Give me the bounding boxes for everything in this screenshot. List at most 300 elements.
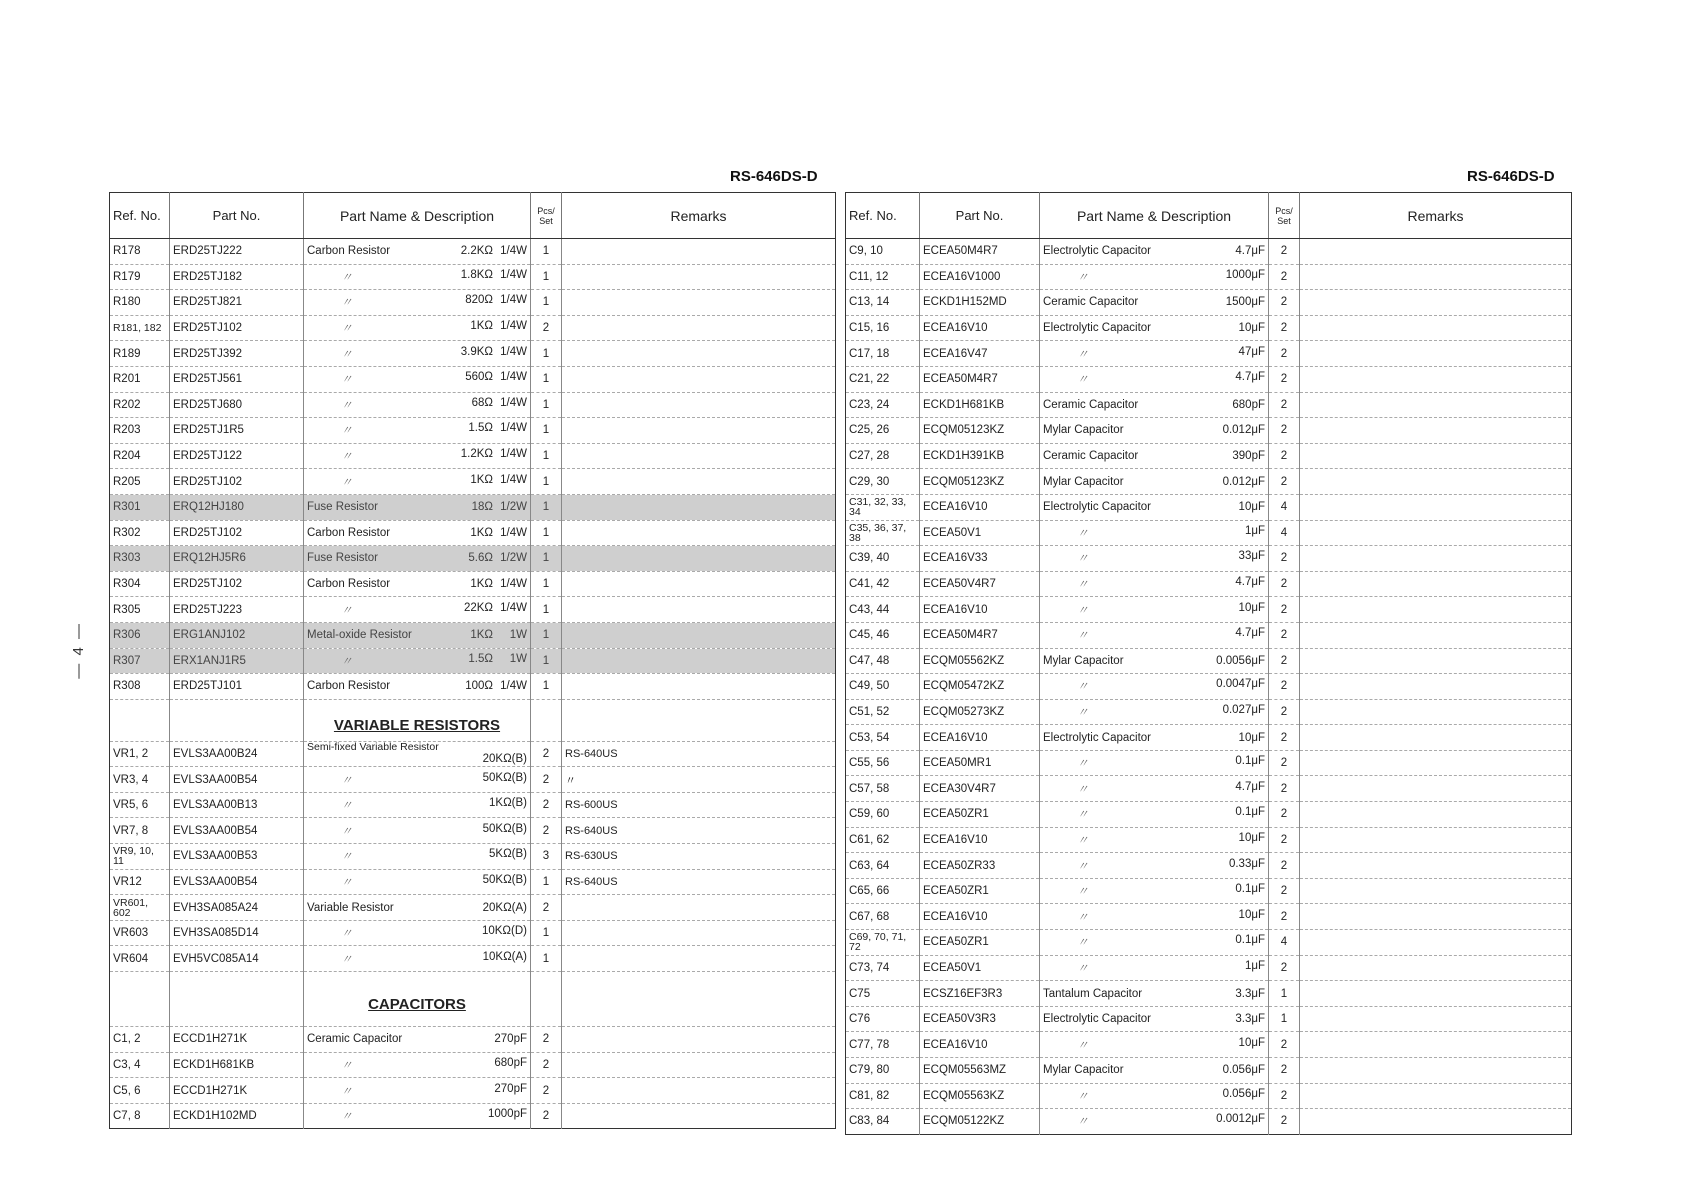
part-name: 〃: [341, 399, 353, 412]
ref-no: R302: [110, 520, 170, 546]
part-name: Electrolytic Capacitor: [1043, 501, 1152, 514]
pcs-per-set: 2: [531, 315, 562, 341]
remarks: [1300, 622, 1572, 648]
remarks: [1300, 443, 1572, 469]
part-no: ERD25TJ1R5: [170, 418, 304, 444]
part-description: [1040, 1083, 1269, 1109]
part-description: [304, 366, 531, 392]
part-no: ERD25TJ102: [170, 469, 304, 495]
part-no: ECEA16V10: [920, 725, 1040, 751]
pcs-per-set: 2: [1269, 827, 1300, 853]
part-name: 〃: [341, 1059, 353, 1072]
part-value: 10KΩ(A): [482, 950, 527, 963]
pcs-per-set: 2: [1269, 469, 1300, 495]
part-value: 1.5Ω: [468, 652, 493, 665]
ref-no: C55, 56: [846, 750, 920, 776]
pcs-per-set: 1: [531, 418, 562, 444]
pcs-per-set: 1: [531, 520, 562, 546]
part-description: [304, 239, 531, 265]
part-rating: 1/4W: [500, 320, 527, 333]
part-no: ERX1ANJ1R5: [170, 648, 304, 674]
pcs-per-set: 2: [1269, 264, 1300, 290]
remarks: [1300, 597, 1572, 623]
part-description: [304, 546, 531, 572]
part-value-group: [470, 320, 527, 332]
remarks: [562, 520, 836, 546]
part-description: [1040, 750, 1269, 776]
pcs-per-set: 1: [531, 239, 562, 265]
part-value: 10μF: [1238, 322, 1265, 335]
part-value: 1KΩ: [470, 473, 493, 486]
part-no: ECEA16V47: [920, 341, 1040, 367]
ref-no: C25, 26: [846, 418, 920, 444]
remarks: [562, 597, 836, 623]
ref-no: R307: [110, 648, 170, 674]
part-no: ERG1ANJ102: [170, 622, 304, 648]
ref-no: C27, 28: [846, 443, 920, 469]
part-row: [110, 674, 836, 700]
pcs-per-set: 2: [1269, 904, 1300, 930]
part-no: ECEA50V1: [920, 520, 1040, 546]
part-description: [304, 869, 531, 895]
part-name: 〃: [1077, 1039, 1089, 1052]
part-row: [110, 366, 836, 392]
remarks: [1300, 699, 1572, 725]
part-no: EVLS3AA00B13: [170, 792, 304, 818]
part-description: [1040, 981, 1269, 1007]
part-value-group: [1239, 501, 1265, 513]
empty-cell: [531, 699, 562, 741]
part-description: [304, 290, 531, 316]
part-rating: 1/4W: [500, 268, 527, 281]
part-value: 5.6Ω: [468, 552, 493, 565]
part-value-group: [489, 848, 527, 860]
part-value: 680pF: [1232, 398, 1265, 411]
part-name: Mylar Capacitor: [1043, 1064, 1124, 1077]
pcs-per-set: 2: [531, 1052, 562, 1078]
part-no: ECEA16V10: [920, 1032, 1040, 1058]
pcs-per-set: 2: [1269, 1058, 1300, 1084]
remarks: [1300, 725, 1572, 751]
remarks: [562, 622, 836, 648]
part-value-group: [465, 294, 527, 306]
part-name: 〃: [341, 953, 353, 966]
ref-no: R304: [110, 571, 170, 597]
pcs-per-set: 4: [1269, 494, 1300, 520]
part-value-group: [483, 753, 527, 765]
remarks: RS-600US: [562, 792, 836, 818]
part-value-group: [1229, 858, 1265, 870]
pcs-per-set: 2: [1269, 802, 1300, 828]
part-name: 〃: [1077, 1090, 1089, 1103]
part-description: [1040, 315, 1269, 341]
part-value: 4.7μF: [1235, 576, 1265, 589]
part-description: [304, 494, 531, 520]
ref-no: R303: [110, 546, 170, 572]
pcs-per-set: 1: [531, 443, 562, 469]
part-no: ERD25TJ223: [170, 597, 304, 623]
remarks: [1300, 341, 1572, 367]
ref-no: C5, 6: [110, 1078, 170, 1104]
part-value: 0.0012μF: [1216, 1113, 1265, 1126]
ref-no: C31, 32, 33, 34: [846, 494, 920, 520]
part-value: 10μF: [1238, 731, 1265, 744]
ref-no: C15, 16: [846, 315, 920, 341]
ref-no: C11, 12: [846, 264, 920, 290]
part-description: [304, 1027, 531, 1053]
part-no: ECQM05123KZ: [920, 418, 1040, 444]
pcs-per-set: 1: [531, 920, 562, 946]
part-description: [1040, 930, 1269, 956]
ref-no: C79, 80: [846, 1058, 920, 1084]
remarks: [562, 648, 836, 674]
part-value-group: [1239, 1037, 1265, 1049]
part-name: 〃: [341, 800, 353, 813]
part-value-group: [1235, 781, 1265, 793]
part-name: 〃: [341, 323, 353, 336]
part-value-group: [1235, 245, 1265, 257]
part-name: Ceramic Capacitor: [1043, 296, 1139, 309]
part-row: [846, 341, 1572, 367]
part-no: ECEA50M4R7: [920, 239, 1040, 265]
ref-no: C76: [846, 1006, 920, 1032]
part-no: EVH3SA085D14: [170, 920, 304, 946]
pcs-per-set: 2: [1269, 571, 1300, 597]
ref-no: R301: [110, 494, 170, 520]
ref-no: R203: [110, 418, 170, 444]
part-value: 270pF: [494, 1082, 527, 1095]
part-no: ERD25TJ102: [170, 571, 304, 597]
empty-cell: [562, 699, 836, 741]
pcs-per-set: 2: [1269, 750, 1300, 776]
part-rating: 1/4W: [500, 396, 527, 409]
part-no: ERQ12HJ180: [170, 494, 304, 520]
part-value: 0.1μF: [1235, 883, 1265, 896]
part-value: 4.7μF: [1235, 780, 1265, 793]
part-no: ECEA50M4R7: [920, 366, 1040, 392]
pcs-per-set: 2: [1269, 546, 1300, 572]
pcs-per-set: 2: [531, 1103, 562, 1129]
pcs-per-set: 2: [1269, 366, 1300, 392]
part-description: [1040, 239, 1269, 265]
part-value-group: [461, 448, 527, 460]
part-value: 1.2KΩ: [460, 448, 493, 461]
part-row: [846, 930, 1572, 956]
part-value-group: [470, 474, 527, 486]
part-row: [846, 1058, 1572, 1084]
part-value: 10KΩ(D): [481, 925, 527, 938]
part-description: [1040, 776, 1269, 802]
part-row: [846, 443, 1572, 469]
remarks: [1300, 981, 1572, 1007]
part-no: ECQM05122KZ: [920, 1109, 1040, 1135]
part-name: Carbon Resistor: [307, 245, 391, 258]
remarks: [562, 494, 836, 520]
part-value-group: [1239, 322, 1265, 334]
part-row: [110, 648, 836, 674]
part-name: 〃: [1077, 374, 1089, 387]
part-value: 10μF: [1238, 908, 1265, 921]
part-value-group: [494, 1057, 527, 1069]
part-value: 22KΩ: [463, 601, 493, 614]
ref-no: VR604: [110, 946, 170, 972]
ref-no: C17, 18: [846, 341, 920, 367]
part-row: [846, 955, 1572, 981]
col-desc-header: Part Name & Description: [304, 193, 531, 239]
part-value: 1KΩ(B): [489, 797, 527, 810]
part-description: [304, 674, 531, 700]
part-value: 0.1μF: [1235, 806, 1265, 819]
part-no: ECQM05563KZ: [920, 1083, 1040, 1109]
part-value-group: [1216, 678, 1265, 690]
part-row: [846, 520, 1572, 546]
part-value: 50KΩ(B): [482, 822, 527, 835]
ref-no: C3, 4: [110, 1052, 170, 1078]
part-value: 0.056μF: [1222, 1064, 1265, 1077]
ref-no: R178: [110, 239, 170, 265]
part-value-group: [1223, 1088, 1265, 1100]
part-row: [846, 853, 1572, 879]
part-row: [846, 469, 1572, 495]
part-row: [110, 741, 836, 767]
part-name: Fuse Resistor: [307, 552, 378, 565]
part-name: Ceramic Capacitor: [307, 1033, 403, 1046]
part-value: 4.7μF: [1235, 245, 1265, 258]
part-value: 4.7μF: [1235, 371, 1265, 384]
part-value: 10μF: [1238, 831, 1265, 844]
part-name: Electrolytic Capacitor: [1043, 1013, 1152, 1026]
part-description: [304, 418, 531, 444]
part-row: [110, 1103, 836, 1129]
part-name: 〃: [341, 1111, 353, 1124]
pcs-per-set: 1: [531, 469, 562, 495]
remarks: 〃: [562, 767, 836, 793]
pcs-per-set: 1: [531, 571, 562, 597]
part-rating: 1W: [509, 652, 527, 665]
ref-no: VR601, 602: [110, 895, 170, 921]
remarks: [1300, 904, 1572, 930]
part-rating: 1/4W: [500, 294, 527, 307]
part-description: [1040, 827, 1269, 853]
part-no: ECEA16V10: [920, 315, 1040, 341]
part-value: 50KΩ(B): [482, 873, 527, 886]
ref-no: VR3, 4: [110, 767, 170, 793]
part-value-group: [468, 422, 527, 434]
part-no: ERD25TJ102: [170, 315, 304, 341]
part-row: [846, 239, 1572, 265]
part-name: Electrolytic Capacitor: [1043, 245, 1152, 258]
remarks: [1300, 750, 1572, 776]
ref-no: R205: [110, 469, 170, 495]
part-row: [110, 767, 836, 793]
part-row: [110, 895, 836, 921]
part-description: [1040, 1006, 1269, 1032]
part-no: ECQM05123KZ: [920, 469, 1040, 495]
part-value-group: [1223, 476, 1265, 488]
part-value-group: [483, 772, 527, 784]
pcs-per-set: 2: [1269, 699, 1300, 725]
part-value: 2.2KΩ: [460, 245, 493, 258]
part-name: Fuse Resistor: [307, 501, 378, 514]
part-value: 10μF: [1238, 501, 1265, 514]
pcs-per-set: 2: [1269, 878, 1300, 904]
part-value-group: [1223, 424, 1265, 436]
part-value-group: [1239, 602, 1265, 614]
model-title-right: RS-646DS-D: [1467, 168, 1555, 185]
part-description: [1040, 725, 1269, 751]
part-name: Semi-fixed Variable Resistor: [307, 741, 439, 754]
part-value-group: [465, 680, 527, 692]
ref-no: C1, 2: [110, 1027, 170, 1053]
part-value-group: [494, 1033, 527, 1045]
remarks: [1300, 571, 1572, 597]
part-row: [110, 315, 836, 341]
part-description: [1040, 1109, 1269, 1135]
part-value-group: [1239, 346, 1265, 358]
part-description: [304, 895, 531, 921]
pcs-per-set: 1: [531, 869, 562, 895]
part-description: [304, 818, 531, 844]
part-value: 560Ω: [465, 371, 493, 384]
part-name: 〃: [341, 1085, 353, 1098]
part-value-group: [461, 245, 527, 257]
part-value-group: [494, 1083, 527, 1095]
ref-no: C69, 70, 71, 72: [846, 930, 920, 956]
part-no: ECEA16V1000: [920, 264, 1040, 290]
pcs-per-set: 2: [1269, 674, 1300, 700]
part-no: ECEA16V10: [920, 827, 1040, 853]
part-no: ECCD1H271K: [170, 1078, 304, 1104]
part-value: 0.012μF: [1222, 475, 1265, 488]
pcs-per-set: 2: [1269, 418, 1300, 444]
part-row: [110, 571, 836, 597]
remarks: [1300, 239, 1572, 265]
part-no: EVH5VC085A14: [170, 946, 304, 972]
part-name: Carbon Resistor: [307, 578, 391, 591]
col-ref-header: Ref. No.: [110, 193, 170, 239]
remarks: [562, 920, 836, 946]
part-name: 〃: [1077, 758, 1089, 771]
remarks: [562, 895, 836, 921]
remarks: [562, 239, 836, 265]
pcs-per-set: 2: [1269, 1083, 1300, 1109]
part-name: 〃: [341, 476, 353, 489]
part-rating: 1/4W: [500, 245, 527, 258]
pcs-per-set: 2: [531, 792, 562, 818]
part-value-group: [464, 602, 527, 614]
part-value-group: [1235, 934, 1265, 946]
part-name: 〃: [1077, 809, 1089, 822]
part-value: 1.5Ω: [468, 422, 493, 435]
part-row: [110, 1078, 836, 1104]
part-rating: 1/4W: [500, 345, 527, 358]
part-name: 〃: [341, 297, 353, 310]
part-name: 〃: [341, 774, 353, 787]
part-no: ECKD1H102MD: [170, 1103, 304, 1129]
ref-no: C51, 52: [846, 699, 920, 725]
part-value: 3.3μF: [1235, 1013, 1265, 1026]
part-row: [110, 597, 836, 623]
ref-no: C47, 48: [846, 648, 920, 674]
part-row: [110, 1052, 836, 1078]
remarks: [1300, 827, 1572, 853]
part-no: ECKD1H391KB: [920, 443, 1040, 469]
pcs-per-set: 1: [531, 366, 562, 392]
part-row: [846, 494, 1572, 520]
part-description: [304, 1103, 531, 1129]
part-value-group: [472, 501, 527, 513]
part-row: [110, 1027, 836, 1053]
ref-no: C39, 40: [846, 546, 920, 572]
pcs-per-set: 1: [531, 946, 562, 972]
section-heading-row: [110, 972, 836, 1027]
part-value-group: [1235, 1013, 1265, 1025]
part-value: 680pF: [494, 1056, 527, 1069]
part-value-group: [470, 527, 527, 539]
part-name: 〃: [341, 851, 353, 864]
part-row: [110, 920, 836, 946]
part-no: ERD25TJ101: [170, 674, 304, 700]
part-row: [846, 571, 1572, 597]
part-rating: 1/4W: [500, 601, 527, 614]
part-row: [110, 792, 836, 818]
part-description: [304, 520, 531, 546]
pcs-per-set: 1: [531, 622, 562, 648]
part-value: 47μF: [1238, 345, 1265, 358]
part-value: 33μF: [1238, 550, 1265, 563]
remarks: [562, 366, 836, 392]
pcs-per-set: 2: [1269, 853, 1300, 879]
part-value: 0.33μF: [1228, 857, 1265, 870]
ref-no: C45, 46: [846, 622, 920, 648]
part-name: 〃: [1077, 1116, 1089, 1129]
ref-no: VR603: [110, 920, 170, 946]
part-description: [304, 946, 531, 972]
part-value: 3.3μF: [1235, 987, 1265, 1000]
pcs-per-set: 2: [531, 895, 562, 921]
part-no: ECEA50ZR1: [920, 802, 1040, 828]
part-value-group: [483, 823, 527, 835]
ref-no: C9, 10: [846, 239, 920, 265]
pcs-per-set: 2: [1269, 955, 1300, 981]
remarks: [562, 469, 836, 495]
remarks: [1300, 1109, 1572, 1135]
part-value: 50KΩ(B): [482, 771, 527, 784]
part-description: [304, 767, 531, 793]
part-description: [1040, 341, 1269, 367]
part-rating: 1/2W: [500, 501, 527, 514]
part-value: 0.0056μF: [1216, 654, 1265, 667]
part-value-group: [489, 797, 527, 809]
pcs-per-set: 1: [531, 392, 562, 418]
part-row: [110, 418, 836, 444]
part-value: 5KΩ(B): [489, 848, 527, 861]
empty-cell: [110, 699, 170, 741]
part-description: [1040, 699, 1269, 725]
pcs-per-set: 4: [1269, 520, 1300, 546]
part-value: 4.7μF: [1235, 627, 1265, 640]
part-row: [846, 827, 1572, 853]
remarks: [562, 571, 836, 597]
col-part-header: Part No.: [920, 193, 1040, 239]
ref-no: R180: [110, 290, 170, 316]
part-description: [304, 443, 531, 469]
remarks: [562, 315, 836, 341]
part-name: 〃: [1077, 553, 1089, 566]
part-name: 〃: [1077, 834, 1089, 847]
part-row: [846, 776, 1572, 802]
part-no: ERD25TJ821: [170, 290, 304, 316]
